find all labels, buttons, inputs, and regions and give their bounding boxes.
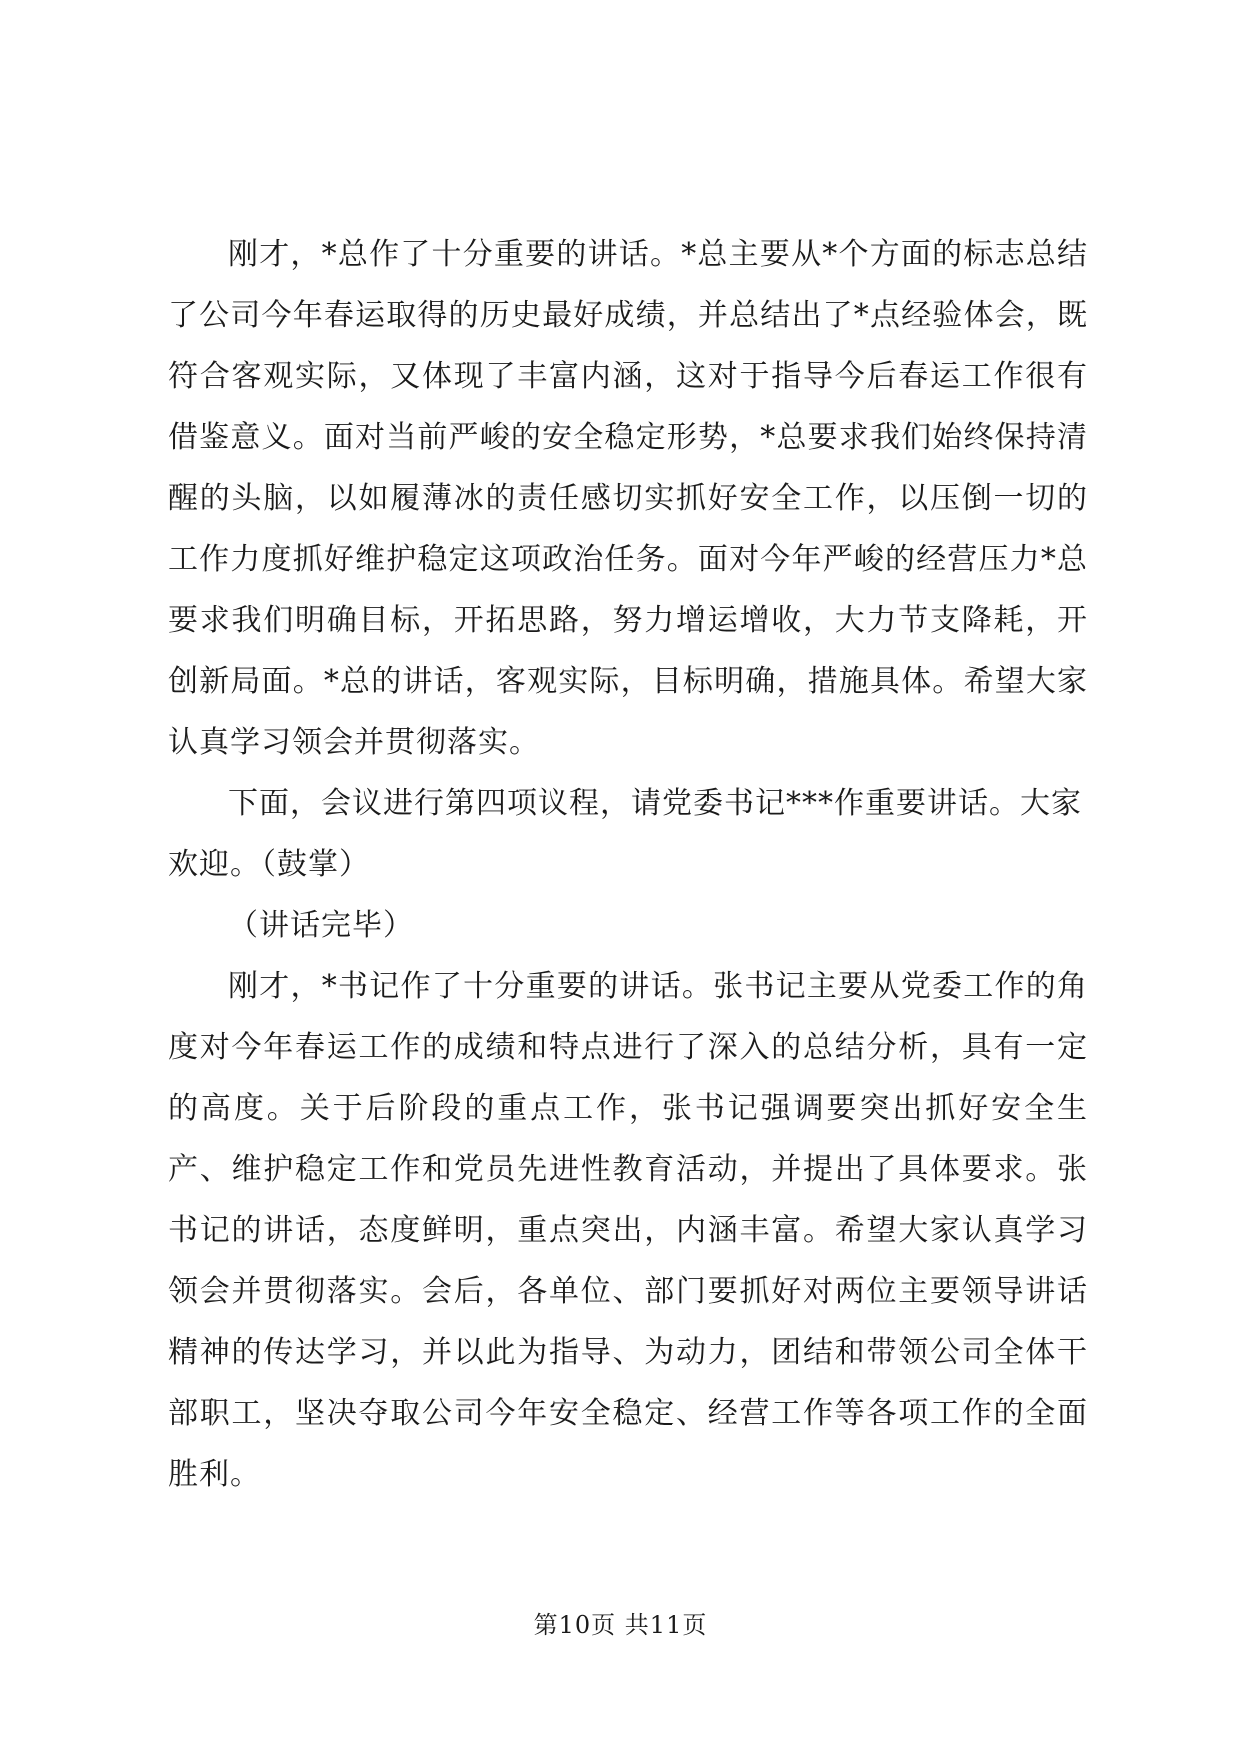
page-number-footer: 第10页 共11页 [533,1611,708,1639]
document-body [168,224,1088,1505]
paragraph-agenda-item-four: 下面，会议进行第四项议程，请党委书记***作重要讲话。大家欢迎。（鼓掌） [168,786,1082,882]
paragraph-speech-summary: 刚才，*总作了十分重要的讲话。*总主要从*个方面的标志总结了公司今年春运取得的历史最好成绩，并总结出了*点经验体会，既符合客观实际，又体现了丰富内涵，这对于指导今后春运工作很有借鉴意义。面对当前严峻的安全稳定形势，*总要求我们始终保持清醒的头脑，以如履薄冰的责任感切实抓好安全工作，以压倒一切的工作力度抓好维护稳定这项政治任务。面对今年严峻的经营压力*总要求我们明确目标，开拓思路，努力增运增收，大力节支降耗，开创新局面。*总的讲话，客观实际，目标明确，措施具体。希望大家认真学习领会并贯彻落实。 [168,237,1088,760]
paragraph-secretary-summary: 刚才，*书记作了十分重要的讲话。张书记主要从党委工作的角度对今年春运工作的成绩和特点进行了深入的总结分析，具有一定的高度。关于后阶段的重点工作，张书记强调要突出抓好安全生产、维护稳定工作和党员先进性教育活动，并提出了具体要求。张书记的讲话，态度鲜明，重点突出，内涵丰富。希望大家认真学习领会并贯彻落实。会后，各单位、部门要抓好对两位主要领导讲话精神的传达学习，并以此为指导、为动力，团结和带领公司全体干部职工，坚决夺取公司今年安全稳定、经营工作等各项工作的全面胜利。 [168,969,1088,1492]
paragraph-speech-ended: （讲话完毕） [228,908,414,943]
